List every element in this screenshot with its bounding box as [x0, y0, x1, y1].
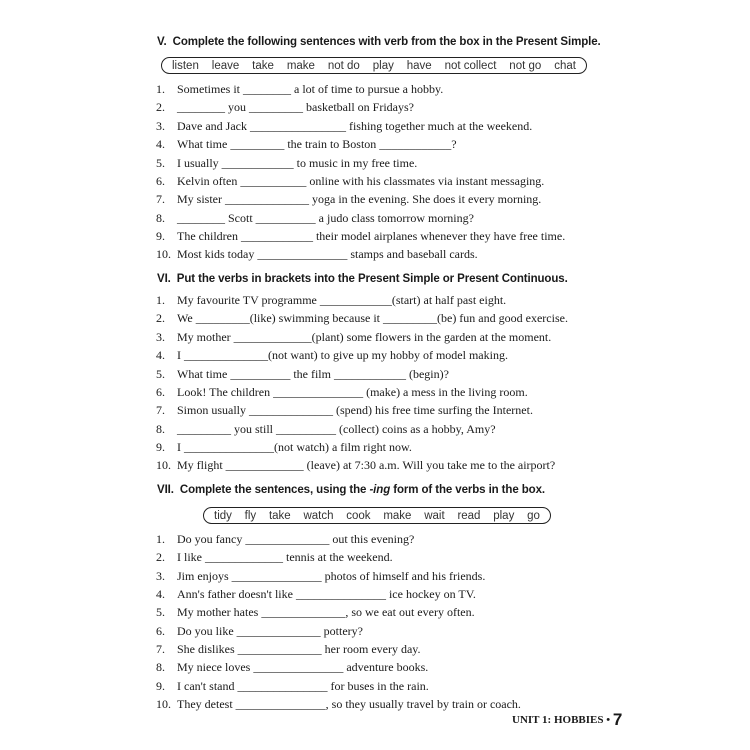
word-box-item: chat — [554, 59, 576, 72]
exercise-item: 10. My flight _____________ (leave) at 7:30 a.m. Will you take me to the airport? — [156, 458, 556, 472]
exercise-item: 3. Dave and Jack ________________ fishing together much at the weekend. — [156, 119, 533, 133]
exercise-item: 9. I _______________(not watch) a film right now. — [156, 440, 412, 454]
word-box-item: not collect — [444, 59, 497, 72]
exercise-item: 4. Ann's father doesn't like _______________ ice hockey on TV. — [156, 587, 476, 601]
section-vii-heading — [157, 484, 545, 496]
exercise-item: 5. I usually ____________ to music in my free time. — [156, 156, 418, 170]
exercise-item: 1. Sometimes it ________ a lot of time to pursue a hobby. — [156, 82, 444, 96]
word-box-item: fly — [244, 509, 257, 522]
exercise-item: 1. Do you fancy ______________ out this evening? — [156, 532, 415, 546]
exercise-item: 8. _________ you still __________ (collect) coins as a hobby, Amy? — [156, 422, 496, 436]
exercise-item: 5. My mother hates ______________, so we eat out every often. — [156, 605, 475, 619]
word-box-item: play — [493, 509, 515, 522]
section-vii-instruction: Complete the sentences, using the — [179, 484, 370, 496]
exercise-item: 7. My sister ______________ yoga in the evening. She does it every morning. — [156, 192, 542, 206]
word-box-item: make — [383, 509, 412, 522]
section-vii-instruction-end: form of the verbs in the box. — [390, 484, 545, 496]
word-box-item: wait — [424, 509, 445, 522]
word-box-item: make — [286, 59, 315, 72]
word-box-item: not do — [327, 59, 360, 72]
page-footer — [512, 710, 622, 730]
section-v-instruction: Complete the following sentences with verb from the box in the Present Simple. — [172, 36, 601, 48]
exercise-item: 6. Look! The children _______________ (make) a mess in the living room. — [156, 385, 528, 399]
word-box-item: take — [252, 59, 274, 72]
exercise-item: 4. I ______________(not want) to give up my hobby of model making. — [156, 348, 508, 362]
page-number: 7 — [612, 710, 623, 729]
section-vii-instruction-ing: -ing — [369, 484, 391, 496]
section-v-heading — [157, 36, 601, 48]
exercise-item: 4. What time _________ the train to Boston ____________? — [156, 137, 457, 151]
exercise-item: 6. Do you like ______________ pottery? — [156, 624, 363, 638]
word-box-item: play — [372, 59, 394, 72]
section-vii-number: VII. — [157, 484, 174, 496]
exercise-item: 6. Kelvin often ___________ online with his classmates via instant messaging. — [156, 174, 545, 188]
word-box-item: not go — [509, 59, 542, 72]
word-box-item: watch — [303, 509, 334, 522]
section-v-word-box — [161, 57, 587, 74]
word-box-item: have — [406, 59, 432, 72]
exercise-item: 2. I like _____________ tennis at the weekend. — [156, 550, 393, 564]
section-v-number: V. — [157, 36, 167, 48]
exercise-item: 5. What time __________ the film ____________ (begin)? — [156, 367, 449, 381]
word-box-item: read — [457, 509, 481, 522]
section-vi-number: VI. — [157, 273, 171, 285]
exercise-item: 7. Simon usually ______________ (spend) his free time surfing the Internet. — [156, 403, 533, 417]
exercise-item: 1. My favourite TV programme ____________(start) at half past eight. — [156, 293, 507, 307]
exercise-item: 10. They detest _______________, so they usually travel by train or coach. — [156, 697, 521, 711]
word-box-item: take — [268, 509, 291, 522]
word-box-item: tidy — [214, 509, 232, 522]
word-box-item: leave — [211, 59, 240, 72]
unit-label: UNIT 1: HOBBIES • — [512, 714, 613, 726]
section-vii-word-box — [203, 507, 551, 524]
exercise-item: 8. My niece loves _______________ adventure books. — [156, 660, 429, 674]
section-vi-instruction: Put the verbs in brackets into the Present Simple or Present Continuous. — [176, 273, 568, 285]
word-box-item: go — [527, 509, 540, 522]
exercise-item: 8. ________ Scott __________ a judo class tomorrow morning? — [156, 211, 474, 225]
word-box-item: listen — [172, 59, 199, 72]
exercise-item: 2. We _________(like) swimming because it _________(be) fun and good exercise. — [156, 311, 568, 325]
exercise-item: 9. The children ____________ their model airplanes whenever they have free time. — [156, 229, 566, 243]
exercise-item: 10. Most kids today _______________ stamps and baseball cards. — [156, 247, 478, 261]
exercise-item: 2. ________ you _________ basketball on Fridays? — [156, 100, 414, 114]
exercise-item: 3. My mother _____________(plant) some flowers in the garden at the moment. — [156, 330, 552, 344]
exercise-item: 9. I can't stand _______________ for buses in the rain. — [156, 679, 429, 693]
section-vi-heading — [157, 273, 568, 285]
exercise-item: 7. She dislikes ______________ her room every day. — [156, 642, 421, 656]
exercise-item: 3. Jim enjoys _______________ photos of himself and his friends. — [156, 569, 486, 583]
word-box-item: cook — [346, 509, 371, 522]
